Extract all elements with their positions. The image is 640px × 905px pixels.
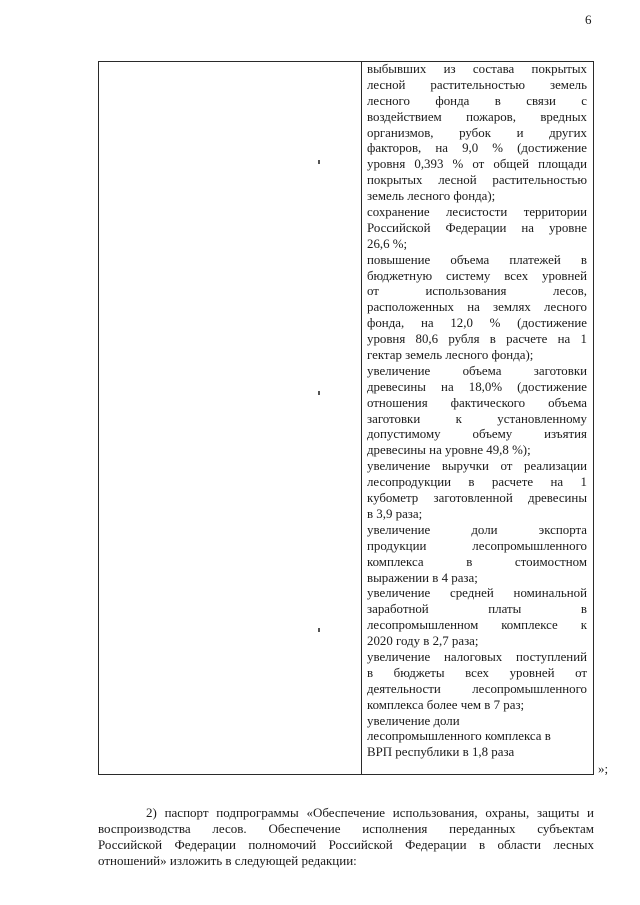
table-text-line: Российской Федерации на уровне [367, 220, 587, 235]
table-text-line: заработной платы в [367, 602, 587, 617]
scan-mark [318, 160, 320, 164]
table-text-line: расположенных на землях лесного [367, 300, 587, 315]
table-text-line: увеличение средней номинальной [367, 586, 587, 601]
table-text-line: гектар земель лесного фонда); [367, 348, 534, 363]
table-text-line: воздействием пожаров, вредных [367, 109, 587, 124]
table-text-line: выражении в 4 раза; [367, 570, 478, 585]
table-text-line: 26,6 %; [367, 236, 408, 251]
table-text-line: лесной растительностью земель [367, 77, 587, 92]
table-text-line: сохранение лесистости территории [367, 205, 587, 220]
table-text-line: увеличение доли [367, 713, 460, 728]
table-text-line: уровня 80,6 рубля в расчете на 1 [367, 332, 587, 347]
table-text-line: кубометр заготовленной древесины [367, 491, 587, 506]
table-text-line: увеличение выручки от реализации [367, 459, 587, 474]
table-text-line: лесопромышленном комплексе к [367, 618, 587, 633]
table-text-line: комплекса более чем в 7 раз; [367, 697, 525, 712]
paragraph-line: 2) паспорт подпрограммы «Обеспечение использования, охраны, защиты и [146, 805, 594, 820]
table-right-cell [367, 62, 587, 761]
table-text-line: в бюджеты всех уровней от [367, 665, 587, 680]
column-divider [361, 62, 362, 774]
table-text-line: земель лесного фонда); [367, 189, 496, 204]
table-text-line: 2020 году в 2,7 раза; [367, 634, 479, 649]
paragraph-line: воспроизводства лесов. Обеспечение исполнения переданных субъектам [98, 821, 594, 836]
table-text-line: уровня 0,393 % от общей площади [367, 157, 587, 172]
table-text-line: деятельности лесопромышленного [367, 681, 587, 696]
table-text-line: увеличение доли экспорта [367, 522, 587, 537]
paragraph-line: отношений» изложить в следующей редакции: [98, 853, 357, 868]
table-text-line: увеличение объема заготовки [367, 363, 587, 378]
table-text-line: отношения фактического объема [367, 395, 587, 410]
table-text-line: в 3,9 раза; [367, 506, 423, 521]
table-text-line: увеличение налоговых поступлений [367, 649, 587, 664]
table-text-line: допустимому объему изъятия [367, 427, 587, 442]
scan-mark [318, 391, 320, 395]
table-text-line: фонда, на 12,0 % (достижение [367, 316, 587, 331]
table-text-line: факторов, на 9,0 % (достижение [367, 141, 587, 156]
scan-mark [318, 628, 320, 632]
table-text-line: бюджетную систему всех уровней [367, 268, 587, 283]
table-text-line: выбывших из состава покрытых [367, 62, 587, 76]
table-text-line: заготовки к установленному [367, 411, 587, 426]
table-text-line: продукции лесопромышленного [367, 538, 587, 553]
body-paragraph [98, 805, 594, 869]
table-text-line: ВРП республики в 1,8 раза [367, 745, 515, 760]
table-text-line: лесопромышленного комплекса в [367, 729, 551, 744]
table-text-line: комплекса в стоимостном [367, 554, 587, 569]
page-number: 6 [585, 12, 592, 27]
table-text-line: древесины на уровне 49,8 %); [367, 443, 531, 458]
table-text-line: повышение объема платежей в [367, 252, 587, 267]
table-text-line: древесины на 18,0% (достижение [367, 379, 587, 394]
table-text-line: лесопродукции в расчете на 1 [367, 475, 587, 490]
table-text-line: от использования лесов, [367, 284, 587, 299]
table-text-line: организмов, рубок и других [367, 125, 587, 140]
paragraph-line: Российской Федерации полномочий Российской Федерации в области лесных [98, 837, 594, 852]
closing-quote: »; [598, 761, 609, 776]
passport-table [98, 61, 594, 775]
table-text-line: покрытых лесной растительностью [367, 173, 587, 188]
table-text-line: лесного фонда в связи с [367, 93, 587, 108]
